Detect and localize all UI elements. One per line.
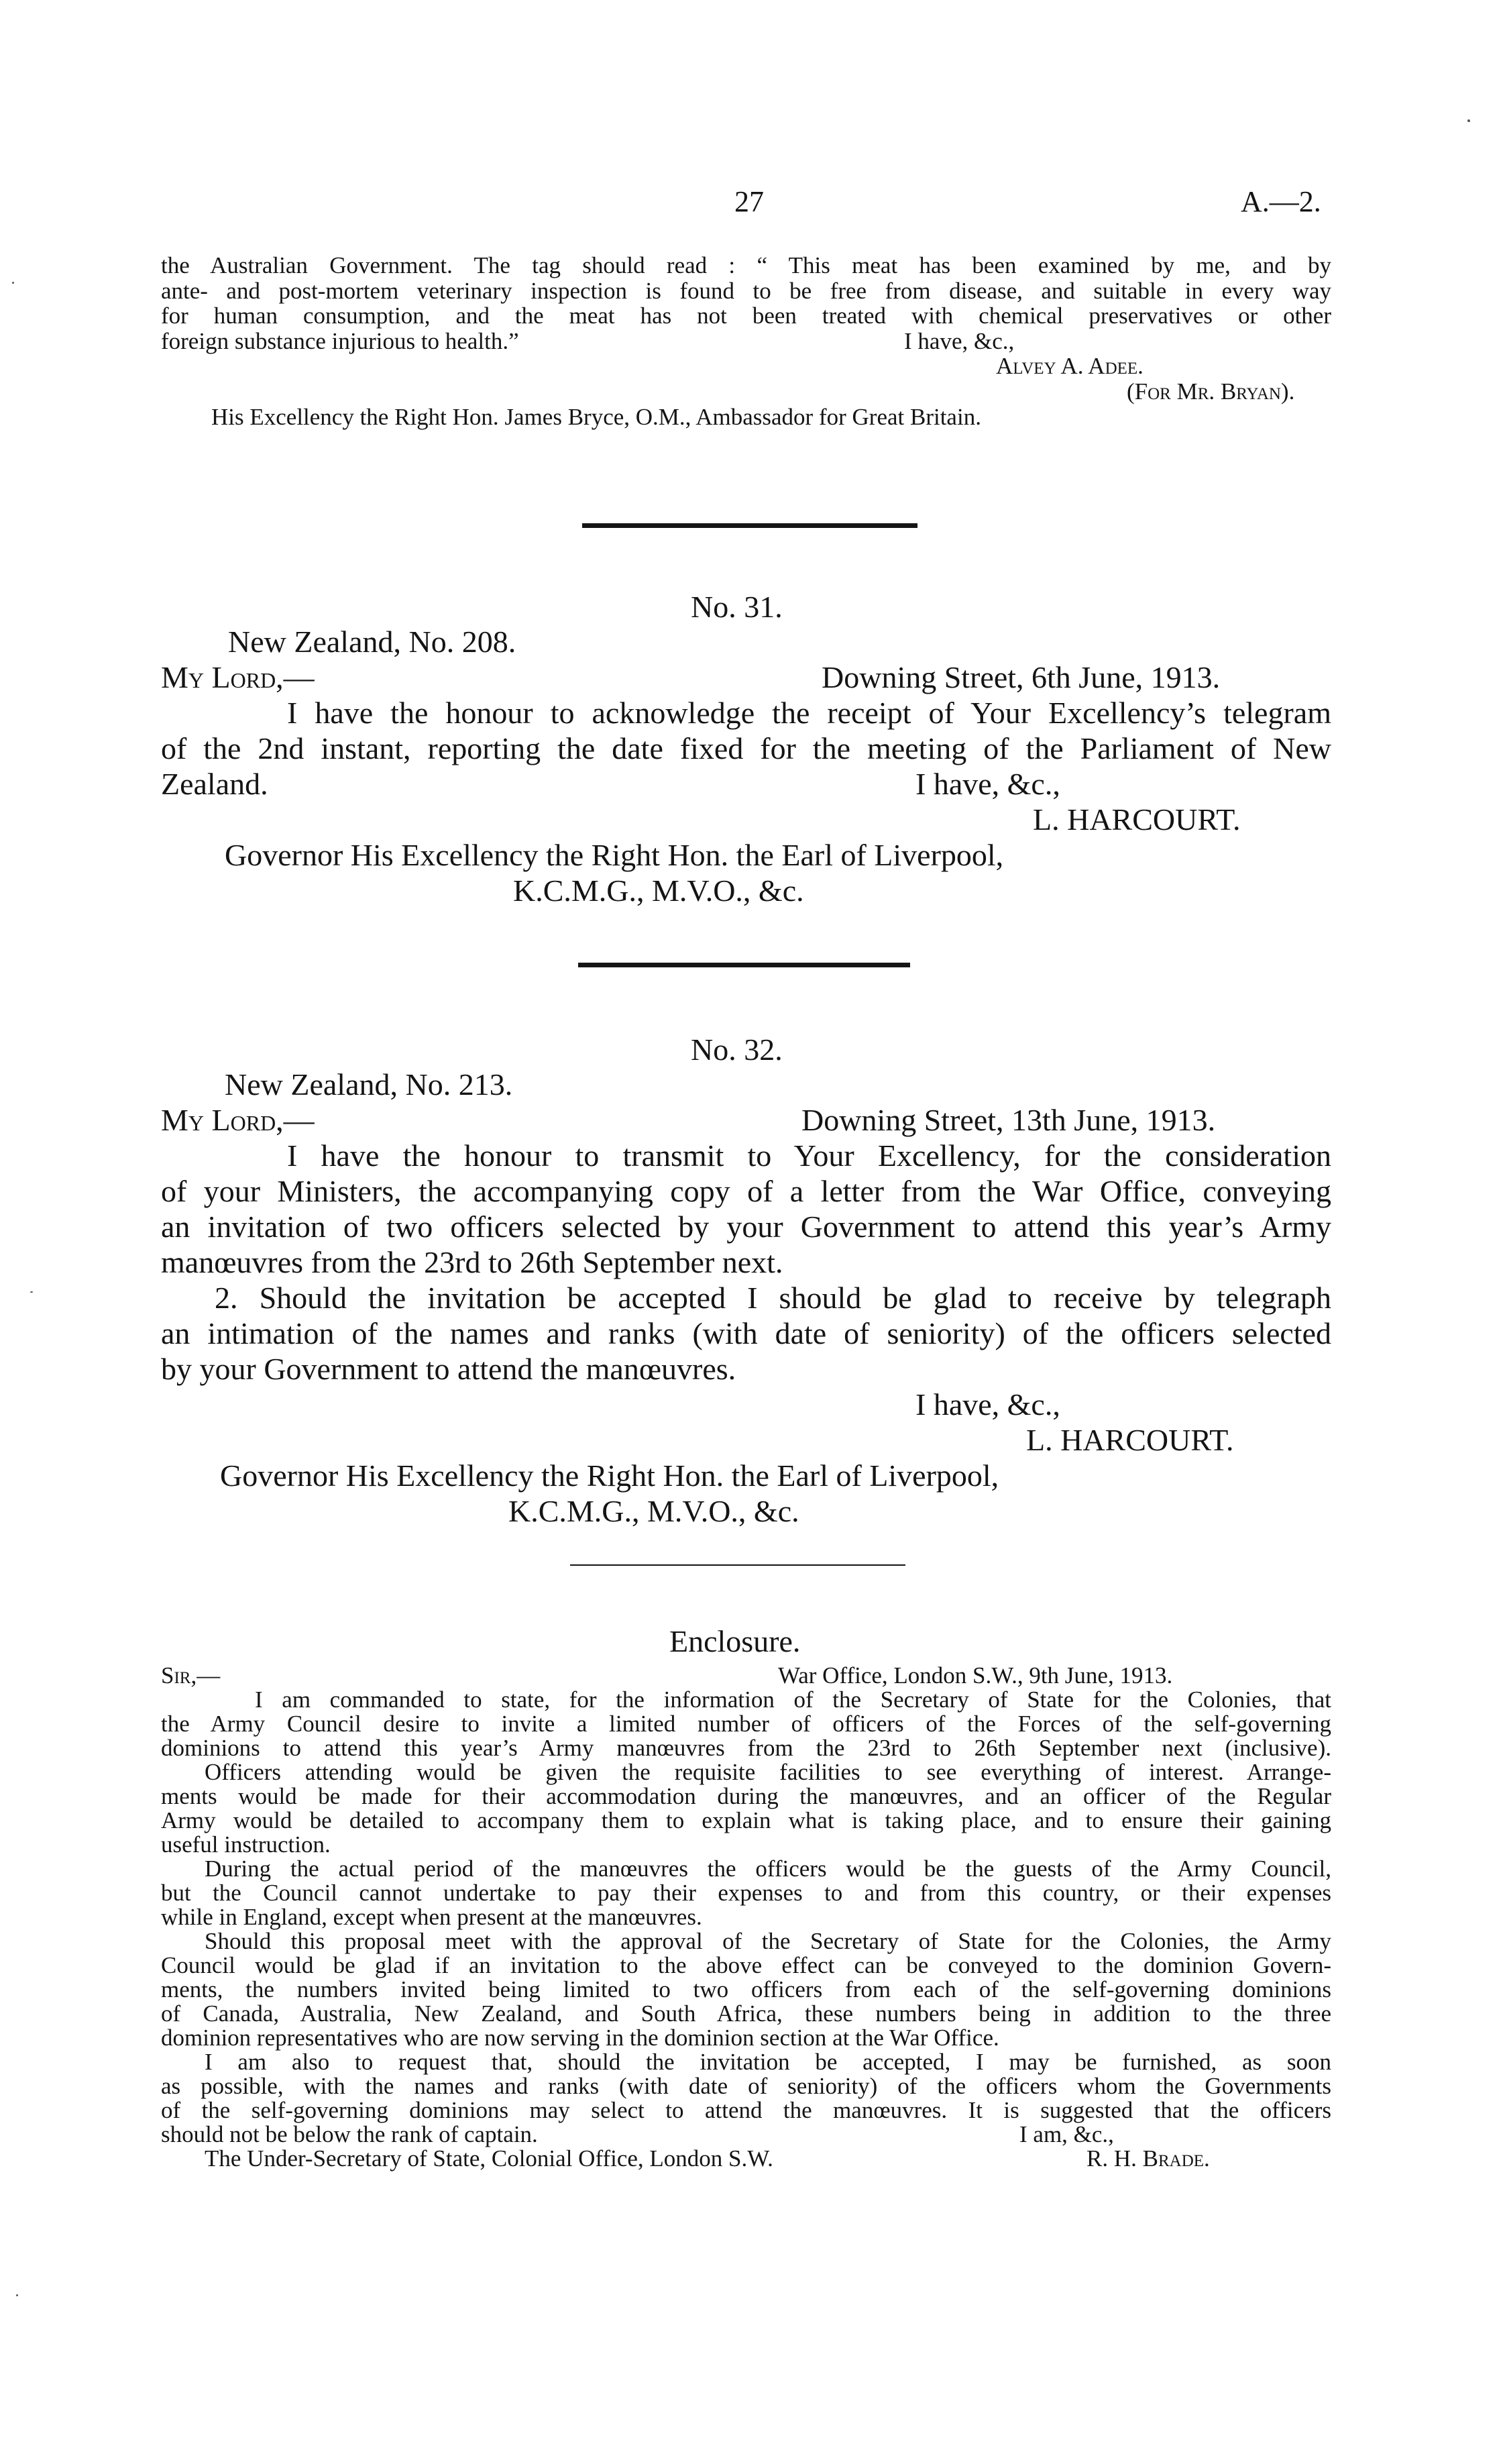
letter-number: No. 31. — [691, 590, 783, 624]
letter-reference: New Zealand, No. 213. — [225, 1067, 513, 1102]
text-line: an intimation of the names and ranks (with date of seniority) of the officers selected — [161, 1316, 1331, 1350]
text-line: of the 2nd instant, reporting the date fixed for the meeting of the Parliament of New — [161, 731, 1331, 765]
text-line: I have the honour to acknowledge the receipt of Your Excellency’s telegram — [287, 696, 1331, 730]
text-line: dominions to attend this year’s Army manœuvres from the 23rd to 26th September next (inclusive). — [161, 1735, 1331, 1761]
addressee-honours: K.C.M.G., M.V.O., &c. — [513, 873, 804, 908]
text-line: for human consumption, and the meat has not been treated with chemical preservatives or other — [161, 303, 1331, 329]
letter-reference: New Zealand, No. 208. — [228, 625, 516, 659]
signature: L. HARCOURT. — [1026, 1423, 1234, 1457]
closing: I have, &c., — [904, 328, 1015, 354]
text-line: Army would be detailed to accompany them to explain what is taking place, and to ensure their gaining — [161, 1807, 1331, 1833]
enclosure-title: Enclosure. — [669, 1624, 801, 1658]
addressee: His Excellency the Right Hon. James Bryce, O.M., Ambassador for Great Britain. — [211, 404, 981, 430]
text-line: of your Ministers, the accompanying copy of a letter from the War Office, conveying — [161, 1174, 1331, 1208]
text-line: manœuvres from the 23rd to 26th September next. — [161, 1245, 783, 1279]
salutation: My Lord,— — [161, 1103, 315, 1137]
text-line: I have the honour to transmit to Your Excellency, for the consideration — [287, 1138, 1331, 1173]
closing: I have, &c., — [915, 1387, 1060, 1422]
text-line: ante- and post-mortem veterinary inspection is found to be free from disease, and suitable in every way — [161, 278, 1331, 304]
text-line: dominion representatives who are now serving in the dominion section at the War Office. — [161, 2025, 999, 2051]
text-line: but the Council cannot undertake to pay their expenses to and from this country, or their expenses — [161, 1880, 1331, 1906]
scan-speck — [12, 282, 14, 284]
place-date: War Office, London S.W., 9th June, 1913. — [778, 1662, 1173, 1689]
thin-divider — [570, 1564, 905, 1566]
addressee: The Under-Secretary of State, Colonial Office, London S.W. — [205, 2145, 773, 2172]
text-line: Should this proposal meet with the approval of the Secretary of State for the Colonies, the Army — [205, 1928, 1331, 1954]
addressee-honours: K.C.M.G., M.V.O., &c. — [508, 1494, 799, 1528]
text-line: should not be below the rank of captain. — [161, 2121, 538, 2147]
scan-speck — [30, 1291, 33, 1293]
text-line: while in England, except when present at the manœuvres. — [161, 1904, 702, 1930]
signature: L. HARCOURT. — [1033, 802, 1241, 837]
text-line: ments, the numbers invited being limited to two officers from each of the self-governing dominions — [161, 1976, 1331, 2002]
text-line: useful instruction. — [161, 1831, 331, 1858]
addressee: Governor His Excellency the Right Hon. the Earl of Liverpool, — [225, 838, 1004, 872]
salutation: My Lord,— — [161, 660, 315, 694]
salutation: Sir,— — [161, 1662, 221, 1689]
text-line: ments would be made for their accommodation during the manœuvres, and an officer of the Regular — [161, 1783, 1331, 1809]
text-line: 2. Should the invitation be accepted I should be glad to receive by telegraph — [215, 1281, 1331, 1315]
scan-speck — [16, 2294, 18, 2296]
text-line: of the self-governing dominions may select to attend the manœuvres. It is suggested that the officers — [161, 2097, 1331, 2123]
text-line: the Australian Government. The tag should read : “ This meat has been examined by me, and by — [161, 252, 1331, 278]
text-line: I am also to request that, should the invitation be accepted, I may be furnished, as soon — [205, 2049, 1331, 2075]
text-line: foreign substance injurious to health.” — [161, 328, 519, 354]
closing: I am, &c., — [1019, 2121, 1114, 2147]
section-divider — [578, 963, 910, 967]
text-line: as possible, with the names and ranks (with date of seniority) of the officers whom the Governments — [161, 2073, 1331, 2099]
place-date: Downing Street, 13th June, 1913. — [801, 1103, 1216, 1137]
text-line: by your Government to attend the manœuvres. — [161, 1352, 736, 1386]
section-divider — [582, 523, 917, 528]
text-line: I am commanded to state, for the information of the Secretary of State for the Colonies, that — [255, 1686, 1331, 1713]
letter-number: No. 32. — [691, 1032, 783, 1067]
text-line: the Army Council desire to invite a limited number of officers of the Forces of the self-governing — [161, 1711, 1331, 1737]
text-line: During the actual period of the manœuvres the officers would be the guests of the Army Council, — [205, 1856, 1331, 1882]
scan-speck — [1467, 119, 1470, 122]
document-reference: A.—2. — [1241, 185, 1321, 218]
signature: R. H. Brade. — [1086, 2145, 1210, 2172]
text-line: of Canada, Australia, New Zealand, and South Africa, these numbers being in addition to the three — [161, 2000, 1331, 2027]
for-line: (For Mr. Bryan). — [1127, 378, 1295, 405]
signature: Alvey A. Adee. — [996, 353, 1144, 379]
text-line: Officers attending would be given the requisite facilities to see everything of interest. Arrange- — [205, 1759, 1331, 1785]
closing: I have, &c., — [915, 767, 1060, 801]
text-line: an invitation of two officers selected by your Government to attend this year’s Army — [161, 1210, 1331, 1244]
page-number: 27 — [734, 185, 764, 218]
place-date: Downing Street, 6th June, 1913. — [822, 660, 1221, 694]
addressee: Governor His Excellency the Right Hon. the Earl of Liverpool, — [220, 1458, 999, 1493]
text-line: Zealand. — [161, 767, 268, 801]
text-line: Council would be glad if an invitation to the above effect can be conveyed to the dominion Govern- — [161, 1952, 1331, 1978]
